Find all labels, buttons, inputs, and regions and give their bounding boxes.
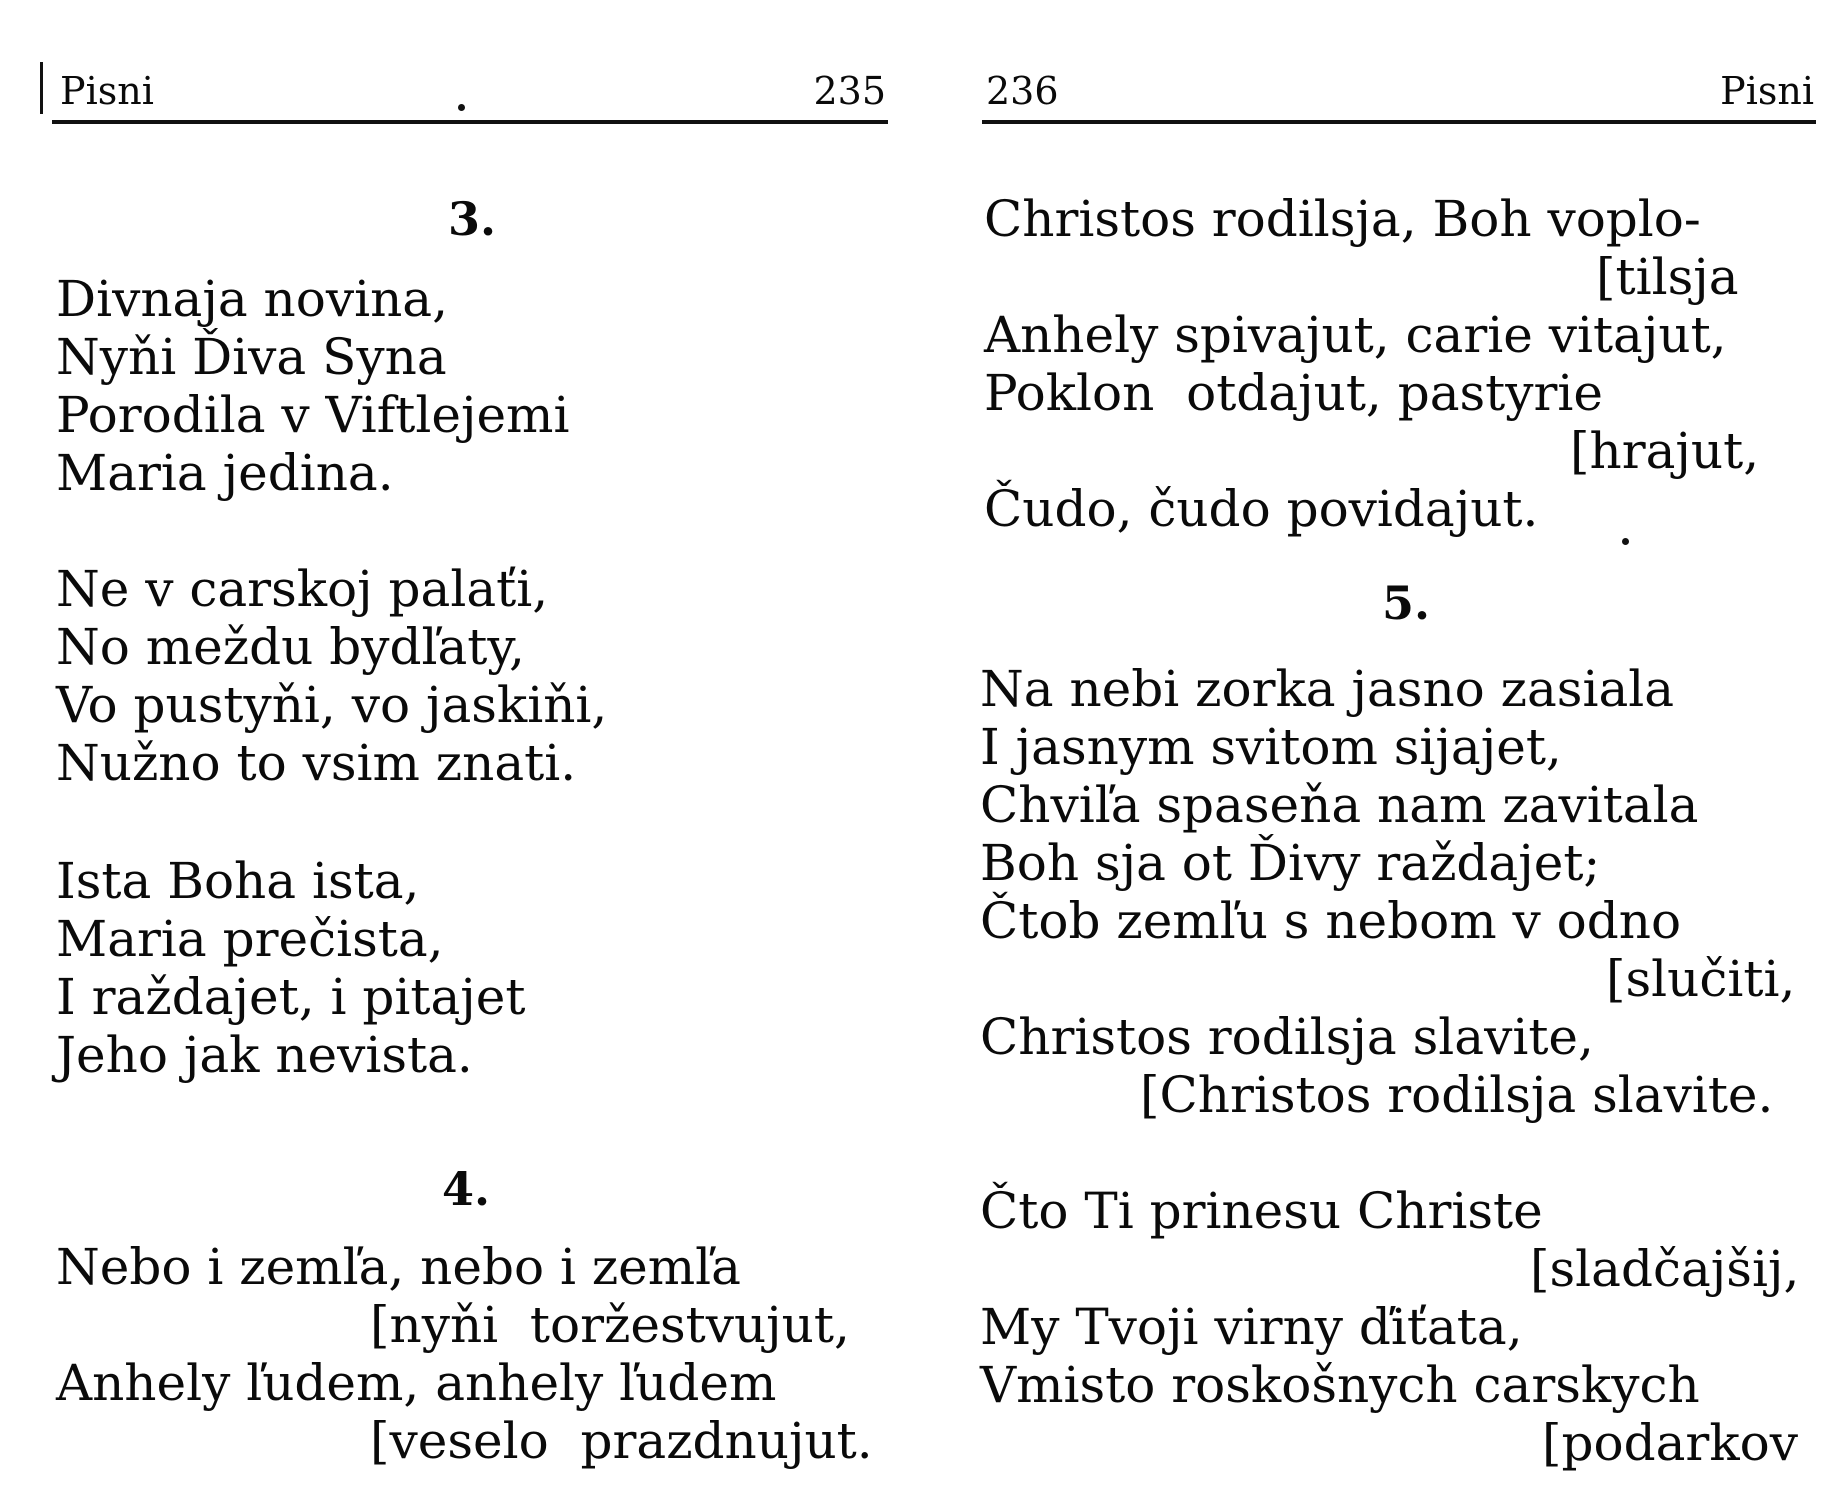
page-number-right: 236 [986, 69, 1059, 113]
verse-line: Porodila v Viftlejemi [56, 386, 570, 444]
verse-line-continuation: [tilsja [1596, 248, 1739, 306]
verse-line: No meždu bydľaty, [56, 618, 525, 676]
verse-line: Ista Boha ista, [56, 852, 420, 910]
margin-bar [40, 62, 43, 114]
verse-line: Vo pustyňi, vo jaskiňi, [56, 676, 608, 734]
verse-line: Ne v carskoj palaťi, [56, 560, 549, 618]
verse-line: Divnaja novina, [56, 270, 448, 328]
verse-line: Chviľa spaseňa nam zavitala [980, 776, 1699, 834]
verse-line: Poklon otdajut, pastyrie [984, 364, 1603, 422]
verse-line-continuation: [nyňi toržestvujut, [370, 1296, 850, 1354]
verse-line: Nebo i zemľa, nebo i zemľa [56, 1238, 741, 1296]
page-number-left: 235 [813, 69, 886, 113]
verse-line: Christos rodilsja slavite, [980, 1008, 1594, 1066]
verse-line: I jasnym svitom sijajet, [980, 718, 1562, 776]
verse-line: Anhely ľudem, anhely ľudem [56, 1354, 777, 1412]
verse-line: Nyňi Ďiva Syna [56, 328, 447, 386]
header-dot-mark [458, 104, 465, 111]
stanza-number-3: 3. [448, 192, 497, 246]
verse-line: Boh sja ot Ďivy raždajet; [980, 834, 1601, 892]
header-title-left: Pisni [60, 69, 154, 113]
verse-line-continuation: [sladčajšij, [1530, 1240, 1800, 1298]
page-header-right [982, 62, 1816, 124]
verse-line-continuation: [Christos rodilsja slavite. [1140, 1066, 1774, 1124]
verse-line: Maria prečista, [56, 910, 444, 968]
verse-line: Čtob zemľu s nebom v odno [980, 892, 1682, 950]
verse-line: Anhely spivajut, carie vitajut, [984, 306, 1727, 364]
print-dot-mark [1622, 538, 1629, 545]
stanza-number-5: 5. [1382, 576, 1431, 630]
verse-line-continuation: [veselo prazdnujut. [370, 1412, 873, 1470]
verse-line: Čudo, čudo povidajut. [984, 480, 1539, 538]
stanza-number-4: 4. [442, 1162, 491, 1216]
header-title-right: Pisni [1720, 69, 1814, 113]
verse-line: Nužno to vsim znati. [56, 734, 577, 792]
verse-line: My Tvoji virny ďiťata, [980, 1298, 1523, 1356]
verse-line-continuation: [podarkov [1542, 1414, 1798, 1472]
verse-line: I raždajet, i pitajet [56, 968, 526, 1026]
verse-line: Jeho jak nevista. [56, 1026, 473, 1084]
verse-line: Na nebi zorka jasno zasiala [980, 660, 1675, 718]
verse-line-continuation: [slučiti, [1606, 950, 1796, 1008]
verse-line: Vmisto roskošnych carskych [980, 1356, 1700, 1414]
page-header-left [52, 62, 888, 124]
verse-line-continuation: [hrajut, [1570, 422, 1760, 480]
verse-line: Christos rodilsja, Boh voplo- [984, 190, 1701, 248]
verse-line: Maria jedina. [56, 444, 394, 502]
verse-line: Čto Ti prinesu Christe [980, 1182, 1543, 1240]
